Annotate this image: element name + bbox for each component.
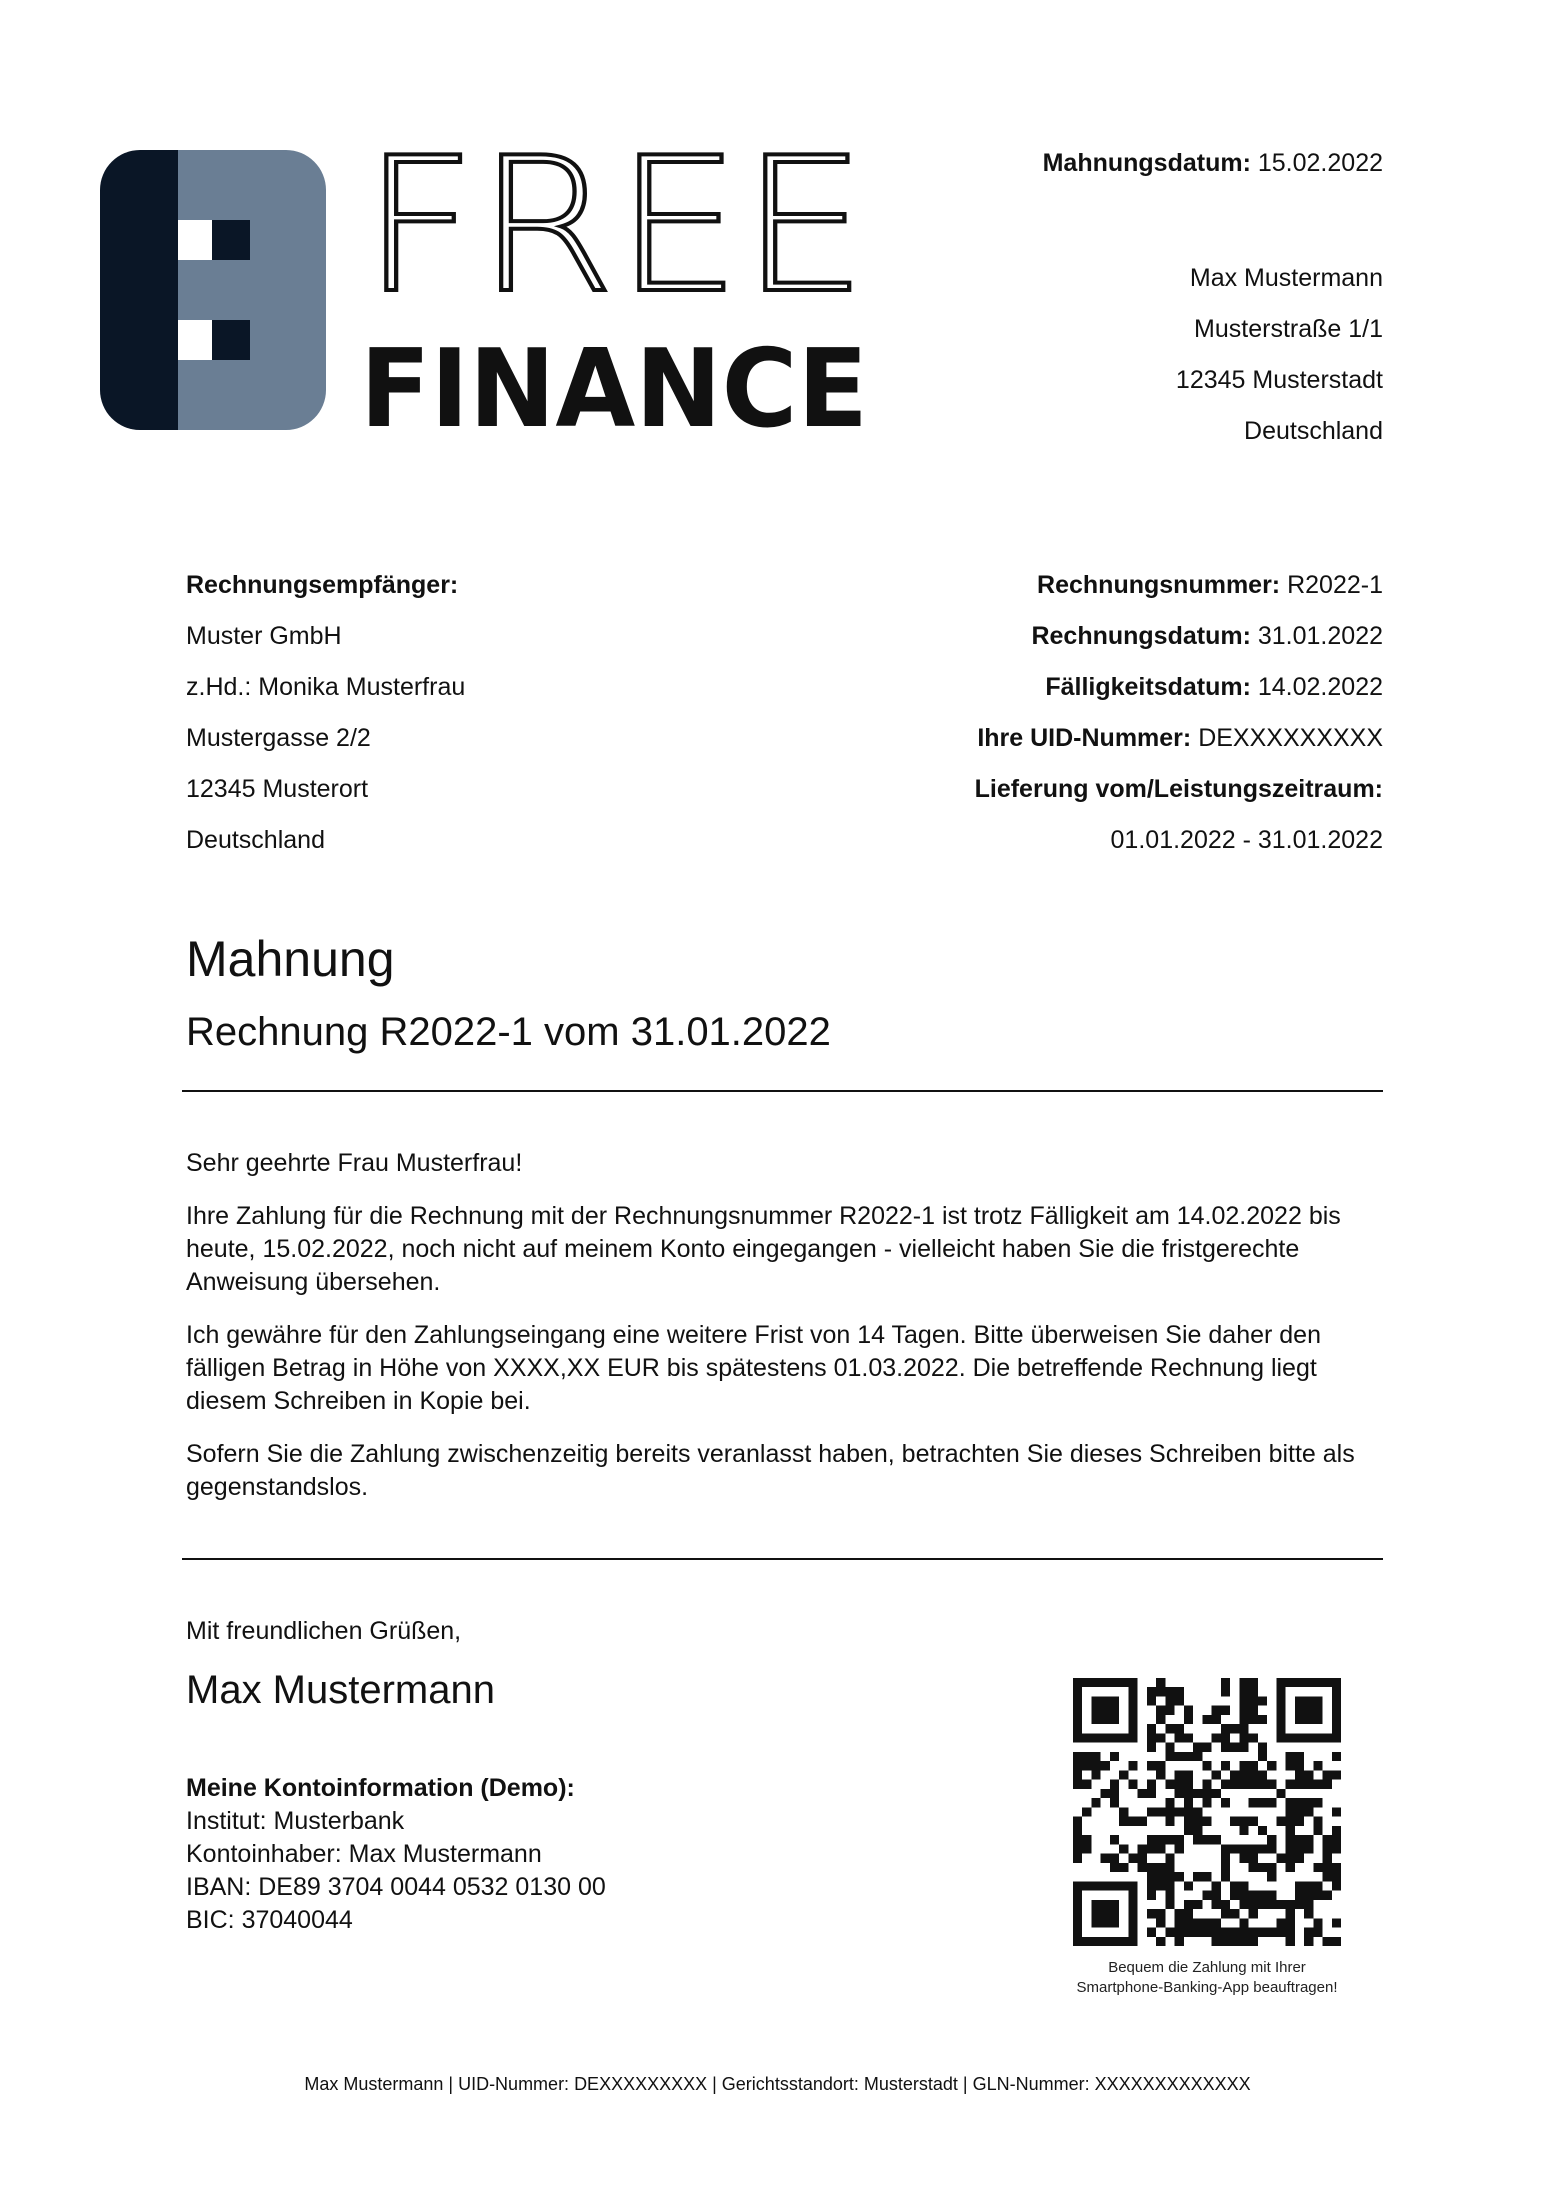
logo-word-free: FREE bbox=[362, 150, 867, 334]
meta-value: 31.01.2022 bbox=[1257, 622, 1383, 650]
sender-line: Deutschland bbox=[1244, 417, 1383, 445]
meta-label: Ihre UID-Nummer: bbox=[977, 724, 1192, 752]
bank-info bbox=[186, 1772, 606, 1937]
reminder-date bbox=[1043, 146, 1383, 180]
reminder-date-label: Mahnungsdatum: bbox=[1042, 149, 1251, 177]
recipient-line: z.Hd.: Monika Musterfrau bbox=[186, 673, 466, 701]
qr-caption-line: Bequem die Zahlung mit Ihrer bbox=[1108, 1959, 1306, 1976]
sender-address bbox=[1176, 261, 1383, 448]
invoice-number bbox=[975, 568, 1383, 602]
delivery-period-label bbox=[975, 772, 1383, 806]
meta-label: Fälligkeitsdatum: bbox=[1045, 673, 1251, 701]
due-date bbox=[975, 670, 1383, 704]
body-paragraph: Ich gewähre für den Zahlungseingang eine weitere Frist von 14 Tagen. Bitte überweisen Sie daher den fälligen Betrag in Höhe von XXXX,XX EUR bis spätestens 01.03.2022. Die betreffende Rechnung liegt diesem Schreiben in Kopie bei. bbox=[186, 1321, 1321, 1415]
bank-line: BIC: 37040044 bbox=[186, 1906, 353, 1934]
footer: Max Mustermann | UID-Nummer: DEXXXXXXXXX | Gerichtsstandort: Musterstadt | GLN-Nummer: XXXXXXXXXXXXX bbox=[304, 2074, 1251, 2094]
divider bbox=[182, 1090, 1383, 1092]
meta-value: DEXXXXXXXXX bbox=[1198, 724, 1383, 752]
sender-line: 12345 Musterstadt bbox=[1175, 366, 1383, 394]
free-finance-logo bbox=[100, 150, 870, 430]
delivery-period-value: 01.01.2022 - 31.01.2022 bbox=[1110, 826, 1383, 854]
bank-line: Institut: Musterbank bbox=[186, 1807, 405, 1835]
document-title: Mahnung bbox=[186, 931, 395, 987]
bank-heading: Meine Kontoinformation (Demo): bbox=[186, 1774, 575, 1802]
recipient-line: Deutschland bbox=[186, 826, 325, 854]
meta-value: R2022-1 bbox=[1287, 571, 1383, 599]
letter-body bbox=[186, 1147, 1386, 1524]
sender-line: Musterstraße 1/1 bbox=[1194, 315, 1383, 343]
divider bbox=[182, 1558, 1383, 1560]
bank-line: Kontoinhaber: Max Mustermann bbox=[186, 1840, 542, 1868]
meta-label: Rechnungsdatum: bbox=[1031, 622, 1251, 650]
salutation: Sehr geehrte Frau Musterfrau! bbox=[186, 1149, 523, 1177]
qr-caption bbox=[1040, 1958, 1374, 1998]
bank-line: IBAN: DE89 3704 0044 0532 0130 00 bbox=[186, 1873, 606, 1901]
meta-label: Rechnungsnummer: bbox=[1037, 571, 1281, 599]
signature: Max Mustermann bbox=[186, 1668, 495, 1712]
recipient-line: 12345 Musterort bbox=[186, 775, 369, 803]
qr-caption-line: Smartphone-Banking-App beauftragen! bbox=[1076, 1979, 1338, 1996]
meta-value: 14.02.2022 bbox=[1257, 673, 1383, 701]
body-paragraph: Ihre Zahlung für die Rechnung mit der Rechnungsnummer R2022-1 ist trotz Fälligkeit am 14.02.2022 bis heute, 15.02.2022, noch nicht auf meinem Konto eingegangen - vielleicht haben Sie die fristgerechte Anweisung übersehen. bbox=[186, 1202, 1341, 1296]
recipient-block bbox=[186, 568, 465, 857]
sender-line: Max Mustermann bbox=[1189, 264, 1383, 292]
recipient-heading: Rechnungsempfänger: bbox=[186, 571, 459, 599]
body-paragraph: Sofern Sie die Zahlung zwischenzeitig bereits veranlasst haben, betrachten Sie dieses Schreiben bitte als gegenstandslos. bbox=[186, 1440, 1355, 1501]
closing: Mit freundlichen Grüßen, bbox=[186, 1617, 462, 1645]
recipient-line: Muster GmbH bbox=[186, 622, 342, 650]
document-subtitle: Rechnung R2022-1 vom 31.01.2022 bbox=[186, 1010, 831, 1054]
meta-label: Lieferung vom/Leistungszeitraum: bbox=[974, 775, 1383, 803]
logo-word-finance: FINANCE bbox=[360, 327, 868, 430]
reminder-date-value: 15.02.2022 bbox=[1257, 149, 1383, 177]
vat-id bbox=[975, 721, 1383, 755]
invoice-date bbox=[975, 619, 1383, 653]
qr-code-icon bbox=[1073, 1678, 1341, 1946]
invoice-meta bbox=[975, 568, 1383, 857]
recipient-line: Mustergasse 2/2 bbox=[186, 724, 371, 752]
